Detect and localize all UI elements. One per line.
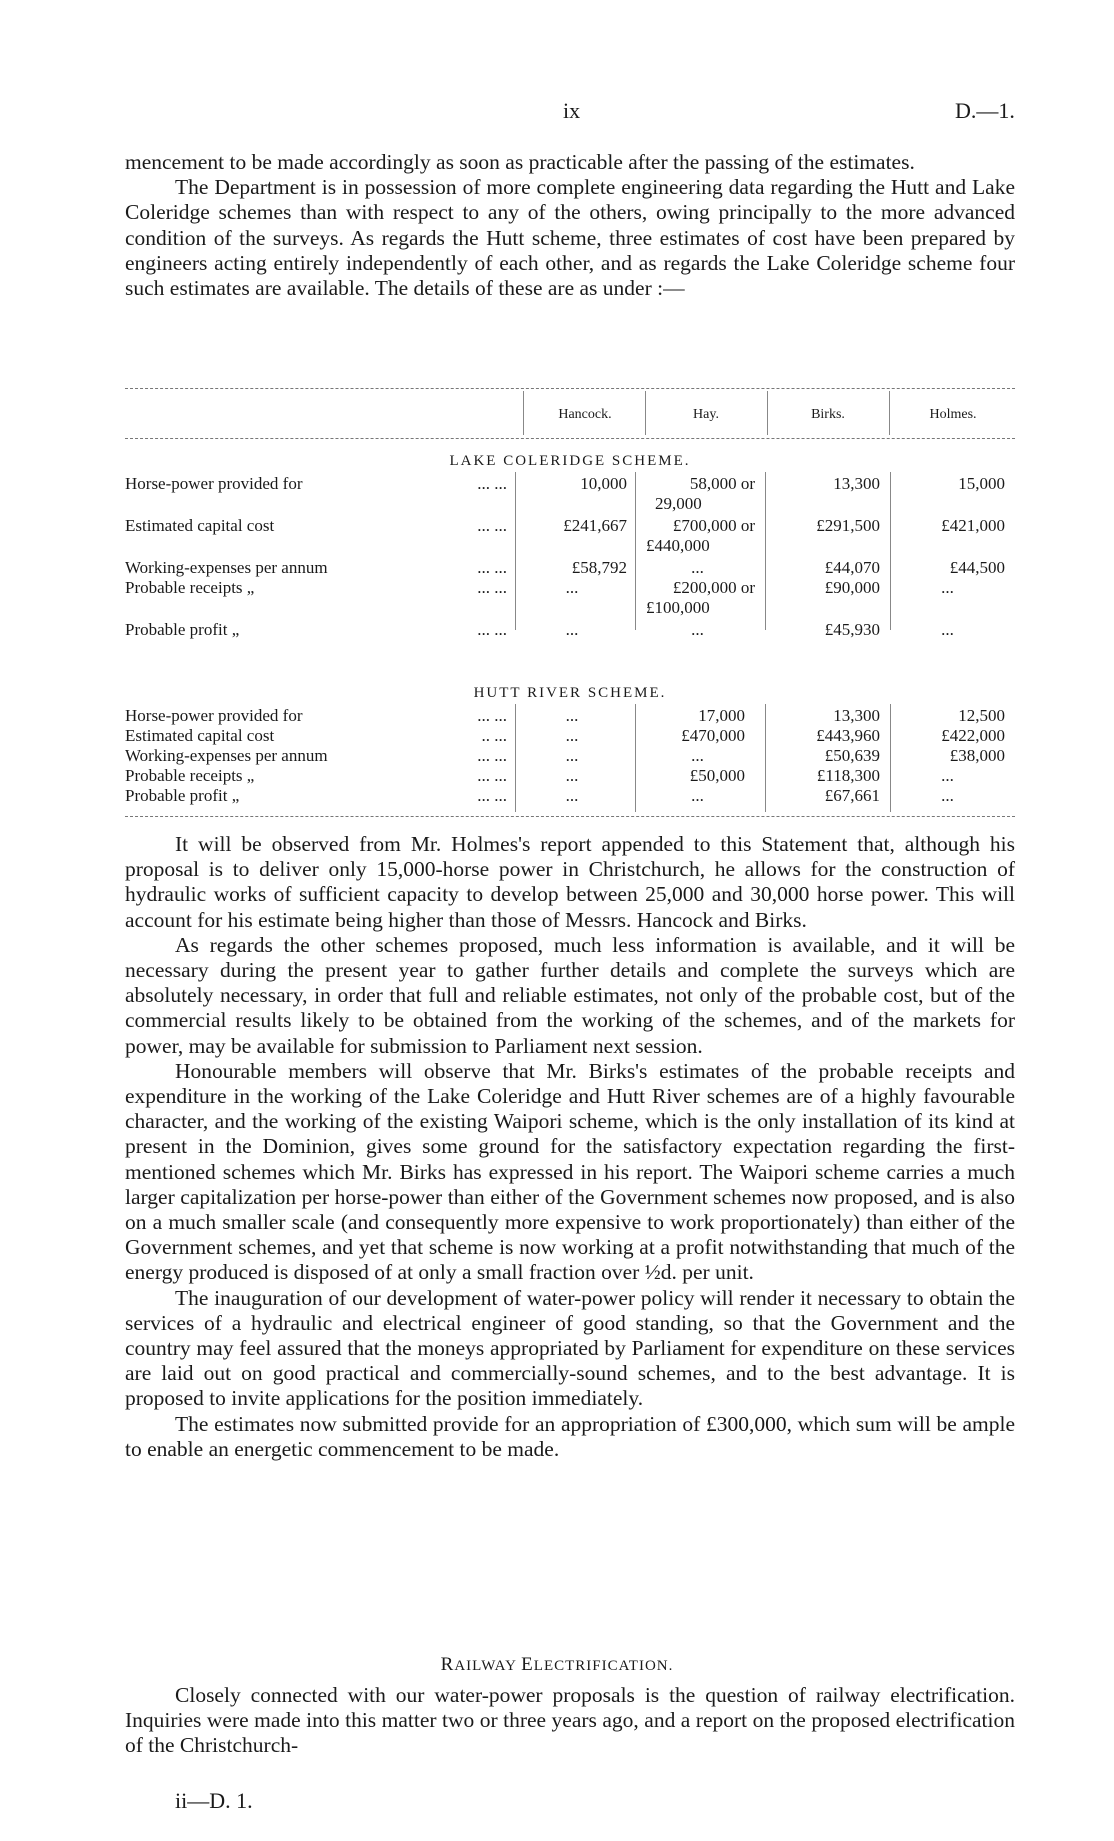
closing-text (125, 1683, 1015, 1759)
column-divider (515, 472, 516, 630)
cell-hay: ... (691, 786, 704, 805)
page-number: ix (563, 98, 581, 123)
cell-hay: £470,000 (681, 726, 745, 745)
table-top-rule (125, 388, 1015, 389)
heading-smallcaps: AILWAY (454, 1658, 522, 1674)
cell-hay: ... (691, 558, 704, 577)
column-divider (645, 391, 646, 435)
cell-birks: £118,300 (816, 766, 880, 785)
row-label: Working-expenses per annum (125, 558, 328, 577)
row-label: Working-expenses per annum (125, 746, 328, 765)
leader-dots: ... ... (477, 786, 507, 805)
intro-text (125, 150, 1015, 301)
cell-hay: £700,000 or (672, 516, 755, 535)
row-label: Estimated capital cost (125, 726, 275, 745)
row-label: Probable profit „ (125, 620, 240, 639)
column-header-birks: Birks. (811, 407, 845, 422)
paragraph: The Department is in possession of more complete engineering data regarding the Hutt and Lake Coleridge schemes than with respect to any of the others, owing principally to the more advanced condition of the surveys. As regards the Hutt scheme, three estimates of cost have been prepared by engineers acting entirely independently of each other, and as regards the Lake Coleridge scheme four such estimates are available. The details of these are as under :— (125, 175, 1015, 301)
row-label: Horse-power provided for (125, 706, 303, 725)
leader-dots: ... ... (477, 516, 507, 535)
section-title-hutt-river: HUTT RIVER SCHEME. (473, 685, 667, 701)
column-header-hancock: Hancock. (558, 407, 612, 422)
cell-birks: £45,930 (824, 620, 880, 639)
cell-hay: ... (691, 746, 704, 765)
paragraph: As regards the other schemes proposed, much less information is available, and it will be necessary during the present year to gather further details and complete the surveys which are absolutely necessary, in order that full and reliable estimates, not only of the probable cost, but of the commercial results likely to be obtained from the working of the schemes, and of the markets for power, may be available for submission to Parliament next session. (125, 932, 1015, 1058)
cell-hancock: ... (565, 620, 579, 639)
cell-birks: £44,070 (824, 558, 880, 577)
leader-dots: ... ... (477, 620, 507, 639)
leader-dots: ... ... (477, 746, 507, 765)
cell-hay: ... (691, 620, 704, 639)
leader-dots: ... ... (477, 706, 507, 725)
cell-hancock: £58,792 (571, 558, 627, 577)
paragraph: The inauguration of our development of water-power policy will render it necessary to obtain the services of a hydraulic and electrical engineer of good standing, so that the Government and the country may feel assured that the moneys appropriated by Parliament for expenditure on these services are laid out on good practical and commercially-sound schemes, and to the best advantage. It is proposed to invite applications for the position immediately. (125, 1285, 1015, 1411)
cell-hay: £200,000 or (672, 578, 755, 597)
cell-hancock: 10,000 (580, 474, 627, 493)
column-header-hay: Hay. (693, 407, 719, 422)
cell-holmes: £421,000 (941, 516, 1005, 535)
cell-hay: 58,000 or (689, 474, 755, 493)
row-label: Horse-power provided for (125, 474, 303, 493)
paragraph: Closely connected with our water-power proposals is the question of railway electrification. Inquiries were made into this matter two or three years ago, and a report on the proposed electrification of the Christchurch- (125, 1683, 1015, 1758)
leader-dots: .. ... (481, 726, 507, 745)
cell-holmes: £38,000 (949, 746, 1005, 765)
cell-birks: £50,639 (824, 746, 880, 765)
cell-birks: £443,960 (816, 726, 880, 745)
cell-birks: £67,661 (824, 786, 880, 805)
cell-birks: £291,500 (816, 516, 880, 535)
cell-hancock: £241,667 (563, 516, 627, 535)
cell-birks: £90,000 (824, 578, 880, 597)
paragraph: The estimates now submitted provide for an appropriation of £300,000, which sum will be ample to enable an energetic commencement to be made. (125, 1411, 1015, 1461)
row-label: Probable receipts „ (125, 578, 255, 597)
cell-birks: 13,300 (833, 706, 880, 725)
table-bottom-rule (125, 816, 1015, 817)
cell-hancock: ... (565, 726, 579, 745)
paragraph: mencement to be made accordingly as soon as practicable after the passing of the estimates. (125, 150, 915, 174)
heading-initial: E (521, 1654, 534, 1675)
leader-dots: ... ... (477, 766, 507, 785)
document-reference: D.—1. (955, 98, 1015, 123)
cell-hay-alt: £440,000 (646, 536, 710, 555)
cell-holmes: £422,000 (941, 726, 1005, 745)
cell-hancock: ... (565, 578, 579, 597)
cell-hancock: ... (565, 746, 579, 765)
header-bottom-rule (125, 438, 1015, 439)
cell-hancock: ... (565, 706, 579, 725)
cell-holmes: £44,500 (949, 558, 1005, 577)
cell-hay-alt: 29,000 (655, 494, 702, 513)
column-divider (523, 391, 524, 435)
cell-holmes: ... (941, 620, 954, 639)
column-divider (635, 472, 636, 630)
page-signature: ii—D. 1. (175, 1788, 253, 1813)
section-heading-railway-electrification (0, 1654, 1114, 1676)
cell-holmes: ... (941, 766, 954, 785)
cell-hay: £50,000 (689, 766, 745, 785)
cell-hancock: ... (565, 786, 579, 805)
paragraph: It will be observed from Mr. Holmes's report appended to this Statement that, although his proposal is to deliver only 15,000-horse power in Christchurch, he allows for the construction of hydraulic works of sufficient capacity to develop between 25,000 and 30,000 horse power. This will account for his estimate being higher than those of Messrs. Hancock and Birks. (125, 832, 1015, 932)
column-divider (890, 472, 891, 630)
column-header-holmes: Holmes. (929, 407, 977, 422)
cell-hancock: ... (565, 766, 579, 785)
cell-hay-alt: £100,000 (646, 598, 710, 617)
cell-holmes: 12,500 (958, 706, 1005, 725)
cell-holmes: 15,000 (958, 474, 1005, 493)
leader-dots: ... ... (477, 578, 507, 597)
heading-smallcaps: LECTRIFICATION. (533, 1658, 674, 1674)
column-divider (515, 704, 516, 812)
leader-dots: ... ... (477, 474, 507, 493)
row-label: Probable profit „ (125, 786, 240, 805)
column-divider (889, 391, 890, 435)
column-divider (767, 391, 768, 435)
row-label: Estimated capital cost (125, 516, 275, 535)
heading-initial: R (440, 1654, 455, 1675)
cell-birks: 13,300 (833, 474, 880, 493)
body-text (125, 832, 1015, 1462)
row-label: Probable receipts „ (125, 766, 255, 785)
leader-dots: ... ... (477, 558, 507, 577)
paragraph: Honourable members will observe that Mr. Birks's estimates of the probable receipts and expenditure in the working of the Lake Coleridge and Hutt River schemes are of a highly favourable character, and the working of the existing Waipori scheme, which is the only installation of its kind at present in the Dominion, gives some ground for the satisfactory expectation regarding the first-mentioned schemes which Mr. Birks has expressed in his report. The Waipori scheme carries a much larger capitalization per horse-power than either of the Government schemes now proposed, and is also on a much smaller scale (and consequently more expensive to work proportionately) than either of the Government schemes, and yet that scheme is now working at a profit notwithstanding that much of the energy produced is disposed of at only a small fraction over ½d. per unit. (125, 1058, 1015, 1285)
cell-holmes: ... (941, 786, 954, 805)
cell-hay: 17,000 (698, 706, 745, 725)
section-title-lake-coleridge: LAKE COLERIDGE SCHEME. (449, 453, 691, 469)
cell-holmes: ... (941, 578, 954, 597)
